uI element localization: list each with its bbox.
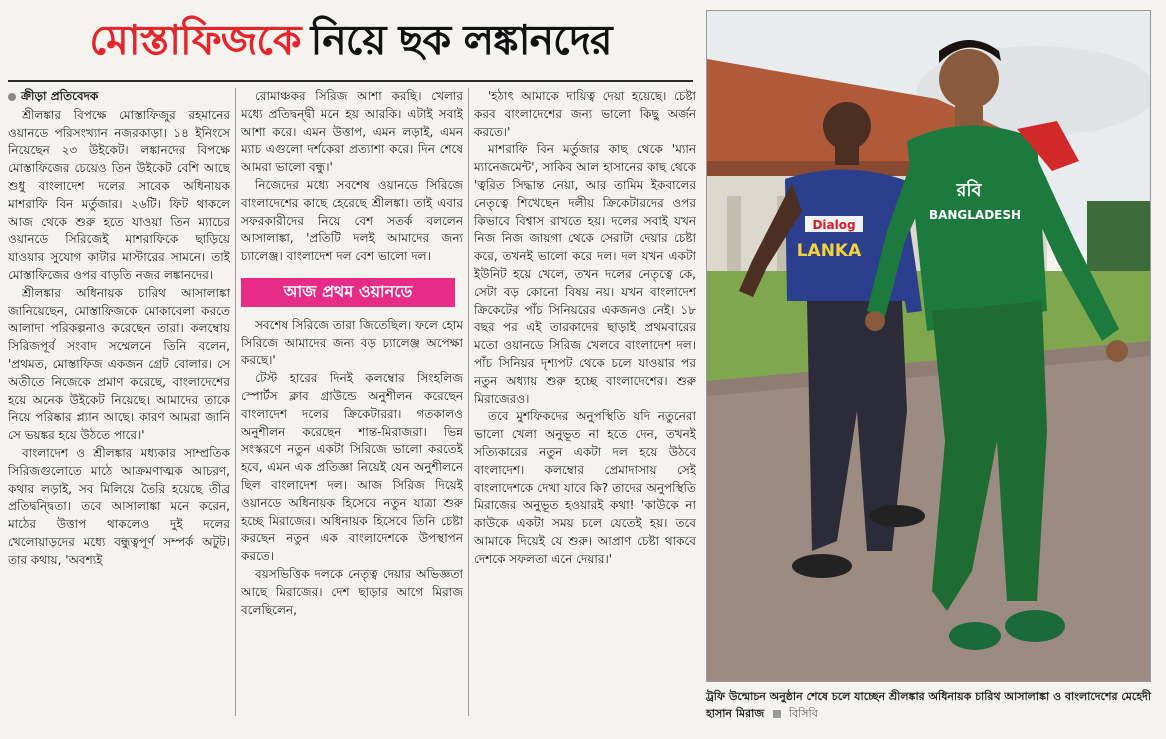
dialog-sponsor-text: Dialog — [812, 218, 856, 232]
byline-bullet-icon — [8, 93, 16, 101]
bangladesh-jersey-text: BANGLADESH — [928, 208, 1022, 222]
paragraph: বাংলাদেশ ও শ্রীলঙ্কার মধ্যকার সাম্প্রতিক সিরিজগুলোতে মাঠে আক্রমণাত্মক আচরণ, কথার লড়াই, সব মিলিয়ে তৈরি হয়েছে তীব্র প্রতিদ্বন্দ্বিতা। তবে আসালাঙ্কা মনে করেন, মাঠের উত্তাপ থাকলেও দুই দলের খেলোয়াড়দের মধ্যে বন্ধুত্বপূর্ণ সম্পর্ক অটুট। তার কথায়, 'অবশ্যই — [8, 445, 230, 567]
paragraph: শ্রীলঙ্কার অধিনায়ক চারিথ আসালাঙ্কা জানিয়েছেন, মোস্তাফিজকে মোকাবেলা করতে আলাদা পরিকল্পনাও করেছেন তারা। কলম্বোয় সিরিজপূর্ব সংবাদ সম্মেলনে তিনি বলেন, 'প্রথমত, মোস্তাফিজ একজন গ্রেট বোলার। সে অতীতে নিজেকে প্রমাণ করেছে, বাংলাদেশের হয়ে অনেক উইকেট নিয়েছে। আমাদের তাকে নিয়ে পরিষ্কার প্ল্যান আছে। কারণ আমরা জানি সে ভয়ঙ্কর হয়ে উঠতে পারে।' — [8, 285, 230, 443]
article-column-2 — [241, 88, 463, 728]
lanka-jersey-text: LANKA — [796, 241, 862, 261]
photo-credit: বিসিবি — [788, 707, 818, 720]
article-column-1 — [8, 88, 230, 728]
column-divider — [235, 88, 236, 716]
article-column-3 — [474, 88, 696, 728]
column-divider — [468, 88, 469, 716]
caption-separator-icon — [773, 710, 781, 718]
paragraph: টেস্ট হারের দিনই কলম্বোর সিংহলিজ স্পোর্টস ক্লাব গ্রাউন্ডে অনুশীলন করেছেন বাংলাদেশ দলের ক্রিকেটাররা। গতকালও অনুশীলন করেছেন শান্ত-মিরাজরা। ভিন্ন সংস্করণে নতুন একটা সিরিজে ভালো করতেই হবে, এমন এক প্রতিজ্ঞা নিয়েই যেন অনুশীলনে ছিল বাংলাদেশ দল। আজ সিরিজ দিয়েই ওয়ানডে অধিনায়ক হিসেবে নতুন যাত্রা শুরু হচ্ছে মিরাজের। অধিনায়ক হিসেবে তিনি চেষ্টা করছেন নতুন এক বাংলাদেশকে উপস্থাপন করতে। — [241, 371, 463, 564]
paragraph: রোমাঞ্চকর সিরিজ আশা করছি। খেলার মধ্যে প্রতিদ্বন্দ্বী মনে হয় আরকি। এটাই সবাই আশা করে। এমন উত্তাপ, এমন লড়াই, এমন ম্যাচ এগুলো দর্শকেরা প্রত্যাশা করে। দিন শেষে আমরা ভালো বন্ধু।' — [241, 89, 463, 175]
headline-rest: নিয়ে ছক লঙ্কানদের — [310, 15, 612, 64]
paragraph: তবে মুশফিকদের অনুপস্থিতি যদি নতুনেরা ভালো খেলা অনুভূত না হতে দেন, তখনই সত্যিকারের নতুন একটা দল হয়ে উঠবে বাংলাদেশ। কলম্বোর প্রেমাদাসায় সেই বাংলাদেশকে দেখা যাবে কি? তাদের অনুপস্থিতি মিরাজের অনুভূত হওয়ারই কথা! 'কাউকে না কাউকে একটা সময় চলে যেতেই হয়। তবে আমাকে দিয়েই যে শুরু। আপ্রাণ চেষ্টা থাকবে দেশকে সফলতা এনে দেয়ার।' — [474, 409, 696, 566]
subheading: আজ প্রথম ওয়ানডে — [241, 278, 455, 307]
byline — [8, 88, 230, 106]
headline-highlight: মোস্তাফিজকে — [89, 15, 301, 64]
headline — [8, 6, 693, 82]
paragraph: 'হঠাৎ আমাকে দায়িত্ব দেয়া হয়েছে। চেষ্টা করব বাংলাদেশের জন্য ভালো কিছু অর্জন করতে।' — [474, 89, 696, 139]
paragraph: শ্রীলঙ্কার বিপক্ষে মোস্তাফিজুর রহমানের ওয়ানডে পরিসংখ্যান নজরকাড়া। ১৪ ইনিংসে নিয়েছেন ২৩ উইকেট। লঙ্কানদের বিপক্ষে মোস্তাফিজের চেয়েও তিন উইকেট বেশি আছে শুধু বাংলাদেশ দলের সাবেক অধিনায়ক মাশরাফি বিন মর্তুজার। ২৬টি। ফিট থাকলে আজ থেকে শুরু হতে যাওয়া তিন ম্যাচের ওয়ানডে সিরিজেই মাশরাফিকে ছাড়িয়ে যাওয়ার সুযোগ কাটার মাস্টারের সামনে। তাই মোস্তাফিজের ওপর বাড়তি নজর লঙ্কানদের। — [8, 107, 230, 282]
news-photo — [706, 10, 1151, 682]
photo-caption — [706, 688, 1153, 722]
caption-text: ট্রফি উন্মোচন অনুষ্ঠান শেষে চলে যাচ্ছেন শ্রীলঙ্কার অধিনায়ক চারিথ আসালাঙ্কা ও বাংলাদেশের মেহেদী হাসান মিরাজ — [706, 690, 1152, 720]
paragraph: বয়সভিত্তিক দলকে নেতৃত্ব দেয়ার অভিজ্ঞতা আছে মিরাজের। দেশ ছাড়ার আগে মিরাজ বলেছিলেন, — [241, 566, 463, 617]
paragraph: নিজেদের মধ্যে সবশেষ ওয়ানডে সিরিজে বাংলাদেশের কাছে হেরেছে শ্রীলঙ্কা। তাই এবার সফরকারীদের নিয়ে বেশ সতর্ক বললেন আসালাঙ্কা, 'প্রতিটি দলই আমাদের জন্য চ্যালেঞ্জ। বাংলাদেশ দল বেশ ভালো দল। — [241, 177, 463, 264]
robi-sponsor-text: রবি — [956, 180, 982, 201]
paragraph: মাশরাফি বিন মর্তুজার কাছ থেকে 'ম্যান ম্যানেজমেন্ট', সাকিব আল হাসানের কাছ থেকে 'ত্বরিত সিদ্ধান্ত নেয়া, আর তামিম ইকবালের নেতৃত্বে শিখেছেন দলীয় ক্রিকেটারদের ওপর কিভাবে বিশ্বাস রাখতে হয়। দলের সবাই যখন নিজ নিজ জায়গা থেকে সেরাটা দেয়ার চেষ্টা করে, তখনই ভালো করে দল। দল যখন একটা ইউনিট হয়ে খেলে, তখন দলের নেতৃত্বে কে, সেটা বড় কোনো বিষয় নয়। যখন বাংলাদেশ ক্রিকেটের পাঁচ সিনিয়রের একজনও নেই। ১৮ বছর পর এই তারকাদের ছাড়াই প্রথমবারের মতো ওয়ানডে সিরিজ খেলবে বাংলাদেশ দল। পাঁচ সিনিয়র দৃশ্যপট থেকে চলে যাওয়ার পর নতুন অধ্যায় শুরু হচ্ছে বাংলাদেশের। শুরু মিরাজেরও। — [474, 142, 696, 406]
byline-text: ক্রীড়া প্রতিবেদক — [21, 89, 99, 103]
paragraph: সবশেষ সিরিজে তারা জিতেছিল। ফলে হোম সিরিজে আমাদের জন্য বড় চ্যালেঞ্জ অপেক্ষা করছে।' — [241, 317, 463, 368]
